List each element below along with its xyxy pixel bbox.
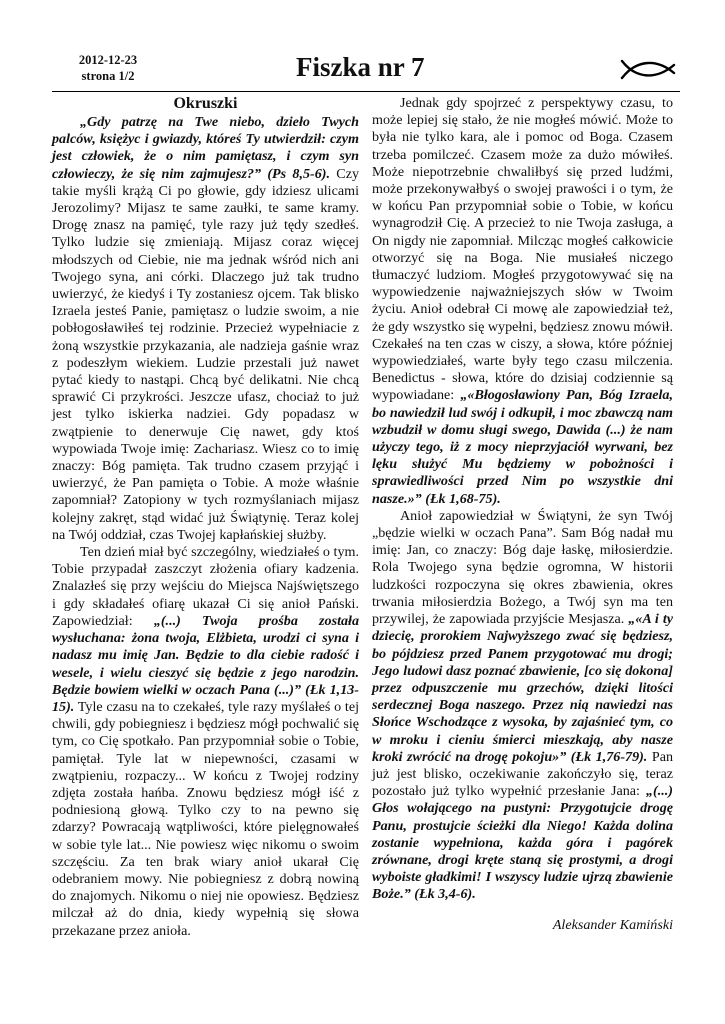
header-divider: [52, 91, 680, 92]
text-segment: Czy takie myśli krążą Ci po głowie, gdy idziesz ulicami Jerozolimy? Mijasz te same zaułki, te same kramy. Drogę znasz na pamięć, tyle razy już tędy szedłeś. Tylko ludzie się zmieniają. Mijasz coraz więcej młodszych od Ciebie, nie ma jednak wśród nich ani Twojego syna, ani córki. Dlaczego już tak trudno uwierzyć, że kiedyś i Ty zostaniesz ojcem. Tak blisko Izraela jesteś Panie, pamiętasz o ludzie swoim, a nie pobłogosławiłeś tej rodzinie. Przecież wypełniacie z żoną wszystkie przykazania, ale nadzieja gaśnie wraz z podeszłym wiekiem. Ludzie przestali już nawet pytać kiedy to nastąpi. Chcą być delikatni. Nie chcą sprawić Ci przykrości. Jeszcze ufasz, chociaż to już jest tylko iskierka nadziei. Gdy popadasz w zwątpienie to denerwuje Cię nawet, gdy ktoś wypowiada Twoje imię: Zachariasz. Wiesz co to imię znaczy: Bóg pamięta. Tak trudno czasem przyjąć i uwierzyć, że Pan pamięta o Tobie. A może właśnie zapomniał? Zatopiony w tych rozmyślaniach mijasz kolejny zakręt, stąd widać już Świątynię. Teraz kolej na Twój oddział, czas Twojej kapłańskiej służby.: [52, 165, 359, 543]
text-segment: Ten dzień miał być szczególny, wiedziałeś o tym. Tobie przypadał zaszczyt złożenia ofiary kadzenia. Znalazłeś się przy wejściu do Miejsca Najświętszego i gdy składałeś ofiarę ukazał Ci się anioł Pański. Zapowiedział:: [52, 544, 359, 629]
text-segment: Anioł zapowiedział w Świątyni, że syn Twój „będzie wielki w oczach Pana”. Sam Bóg nadał mu imię: Jan, co znaczy: Bóg daje łaskę, miłosierdzie. Rola Twojego syna będzie ogromna, W historii ludzkości rozpoczyna się okres zbawienia, okres trwania miłosierdzia Bożego, a Twój syn ma ten przywilej, że zapowiada przyjście Mesjasza.: [372, 507, 673, 628]
right-column: [372, 95, 673, 934]
article-author: Aleksander Kamiński: [552, 916, 673, 933]
text-segment: Pan już jest blisko, oczekiwanie zakończyło się, teraz pozostało już tylko wypełnić przesłanie Jana:: [372, 748, 674, 800]
left-column: [52, 95, 359, 940]
scripture-quote: „Gdy patrzę na Twe niebo, dzieło Twych palców, księżyc i gwiazdy, któreś Ty utwierdził: czym jest człowiek, że o nim pamiętasz, i czym syn człowieczy, że się nim zajmujesz?” (Ps 8,5-6).: [52, 114, 359, 182]
ichthys-fish-icon: [620, 54, 678, 84]
paragraph: [52, 114, 359, 544]
paragraph: [372, 95, 673, 508]
page-number: strona 1/2: [81, 69, 135, 83]
scripture-quote: „«A i ty dziecię, prorokiem Najwyższego zwać się będziesz, bo pójdziesz przed Panem przygotować mu drogi; Jego ludowi dasz poznać zbawienie, [co się dokona] przez odpuszczenie mu grzechów, dzięki litości serdecznej Boga naszego. Przez nią nawiedzi nas Słońce Wschodzące z wysoka, by zajaśnieć tym, co w mroku i cieniu śmierci mieszkają, aby nasze kroki zwrócić na drogę pokoju»” (Łk 1,76-79).: [372, 611, 673, 765]
issue-date: 2012-12-23: [78, 53, 138, 67]
text-segment: Tyle czasu na to czekałeś, tyle razy myślałeś o tej chwili, gdy pobiegniesz i będziesz mógł pochwalić się tym, co Cię spotkało. Pan przypomniał sobie o Tobie, pamiętał. Tyle lat w niepewności, czasami w zwątpieniu, rozpaczy... W końcu z Twojej rodziny zdjęta została hańba. Znowu będziesz mógł iść z podniesioną głową. Tylko czy to na pewno się zdarzy? Powracają wątpliwości, które pielęgnowałeś w sobie tyle lat... Nie powiesz więc nikomu o swoim szczęściu. Za ten brak wiary anioł ukarał Cię odebraniem mowy. Nie pobiegniesz z dobrą nowiną do znajomych. Nikomu o niej nie opowiesz. Będziesz milczał aż do dnia, kiedy wypełnią się słowa przekazane przez anioła.: [52, 698, 359, 939]
page-header: [52, 52, 680, 92]
paragraph: [372, 508, 673, 904]
paragraph: [52, 544, 359, 940]
scripture-quote: „(...) Głos wołającego na pustyni: Przygotujcie drogę Panu, prostujcie ścieżki dla Niego! Każda dolina zostanie wypełniona, każda góra i pagórek zrównane, drogi kręte staną się prostymi, a drogi wyboiste gładkimi! I wszyscy ludzie ujrzą zbawienie Boże.” (Łk 3,4-6).: [372, 783, 673, 903]
text-segment: Jednak gdy spojrzeć z perspektywy czasu, to może lepiej się stało, że nie mogłeś mówić. Może to była nie tylko kara, ale i pomoc od Boga. Czasem trzeba pomilczeć. Czasem może za dużo mówiłeś. Może niepotrzebnie chwaliłbyś się przed ludźmi, może przekonywałbyś o swojej prawości i o tym, że w końcu Pan przypomniał sobie o Tobie, w końcu wynagrodził Cię. A przecież to nie Twoja zasługa, a On nigdy nie zapomniał. Milcząc mogłeś całkowicie otworzyć się na Boga. Nie musiałeś niczego tłumaczyć ludziom. Mogłeś przygotowywać się na wypowiedzenie najważniejszych słów w Twoim życiu. Anioł odebrał Ci mowę ale zapowiedział też, że gdy wszystko się wypełni, będziesz znowu mówił. Czekałeś na ten czas w ciszy, a słowa, które później wypowiedziałeś, warte były tego czasu milczenia. Benedictus - słowa, które do dzisiaj codziennie są wypowiadane:: [372, 95, 673, 404]
header-meta: [68, 52, 148, 84]
right-column-text: [372, 95, 673, 904]
page-title: Fiszka nr 7: [296, 52, 425, 82]
left-column-text: [52, 114, 359, 940]
scripture-quote: „(...) Twoja prośba została wysłuchana: żona twoja, Elżbieta, urodzi ci syna i nadasz mu imię Jan. Będzie to dla ciebie radość i wesele, i wielu cieszyć się będzie z jego narodzin. Będzie bowiem wielki w oczach Pana (...)” (Łk 1,13-15).: [52, 612, 359, 715]
article-heading: Okruszki: [173, 95, 238, 112]
scripture-quote: „«Błogosławiony Pan, Bóg Izraela, bo nawiedził lud swój i odkupił, i moc zbawczą nam wzbudził w domu sługi swego, Dawida (...) że nam użyczy tego, iż z mocy nieprzyjaciół wyrwani, bez lęku służyć Mu będziemy w pobożności i sprawiedliwości przed Nim po wszystkie dni nasze.»” (Łk 1,68-75).: [372, 387, 673, 507]
